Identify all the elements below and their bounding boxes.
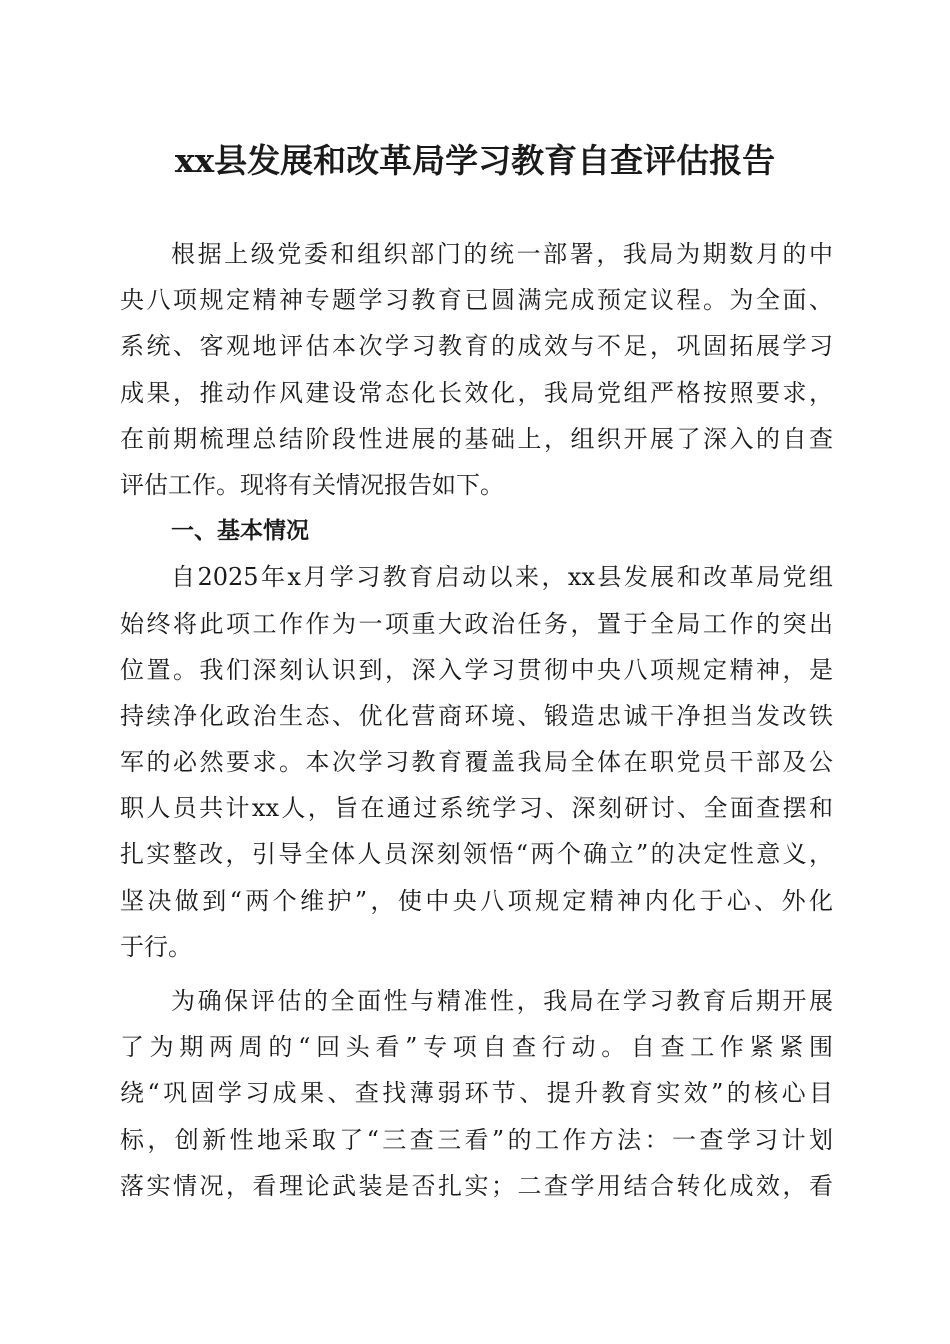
paragraph-line: 位置。我们深刻认识到，深入学习贯彻中央八项规定精神，是 (120, 655, 833, 684)
intro-paragraph (120, 231, 833, 508)
paragraph-line: 于行。 (120, 932, 192, 961)
section1-paragraph-2 (120, 978, 833, 1209)
paragraph-line: 坚决做到“两个维护”，使中央八项规定精神内化于心、外化 (120, 886, 833, 915)
paragraph-line: 为确保评估的全面性与精准性，我局在学习教育后期开展 (171, 987, 833, 1015)
paragraph-line: 系统、客观地评估本次学习教育的成效与不足，巩固拓展学习 (120, 332, 833, 361)
document-body (120, 231, 833, 1209)
paragraph-line: 落实情况，看理论武装是否扎实；二查学用结合转化成效，看 (120, 1171, 833, 1200)
section1-paragraph-1 (120, 554, 833, 970)
paragraph-line: 标，创新性地采取了“三查三看”的工作方法：一查学习计划 (120, 1125, 833, 1154)
paragraph-line: 扎实整改，引导全体人员深刻领悟“两个确立”的决定性意义， (120, 840, 833, 869)
paragraph-line: 根据上级党委和组织部门的统一部署，我局为期数月的中 (171, 240, 833, 268)
paragraph-line: 始终将此项工作作为一项重大政治任务，置于全局工作的突出 (120, 609, 833, 638)
paragraph-line: 在前期梳理总结阶段性进展的基础上，组织开展了深入的自查 (120, 424, 833, 453)
paragraph-line: 绕“巩固学习成果、查找薄弱环节、提升教育实效”的核心目 (120, 1079, 833, 1108)
paragraph-spacer (120, 970, 833, 978)
paragraph-line: 成果，推动作风建设常态化长效化，我局党组严格按照要求， (120, 378, 833, 407)
paragraph-line: 自2025年x月学习教育启动以来，xx县发展和改革局党组 (171, 563, 833, 592)
paragraph-line: 了为期两周的“回头看”专项自查行动。自查工作紧紧围 (120, 1033, 833, 1062)
document-title: xx县发展和改革局学习教育自查评估报告 (174, 141, 776, 180)
paragraph-line: 持续净化政治生态、优化营商环境、锻造忠诚干净担当发改铁 (120, 701, 833, 730)
paragraph-line: 评估工作。现将有关情况报告如下。 (120, 470, 504, 499)
section-heading-basic-situation: 一、基本情况 (171, 518, 309, 545)
paragraph-line: 军的必然要求。本次学习教育覆盖我局全体在职党员干部及公 (120, 748, 833, 777)
paragraph-line: 央八项规定精神专题学习教育已圆满完成预定议程。为全面、 (120, 286, 833, 315)
paragraph-line: 职人员共计xx人，旨在通过系统学习、深刻研讨、全面查摆和 (120, 794, 833, 823)
